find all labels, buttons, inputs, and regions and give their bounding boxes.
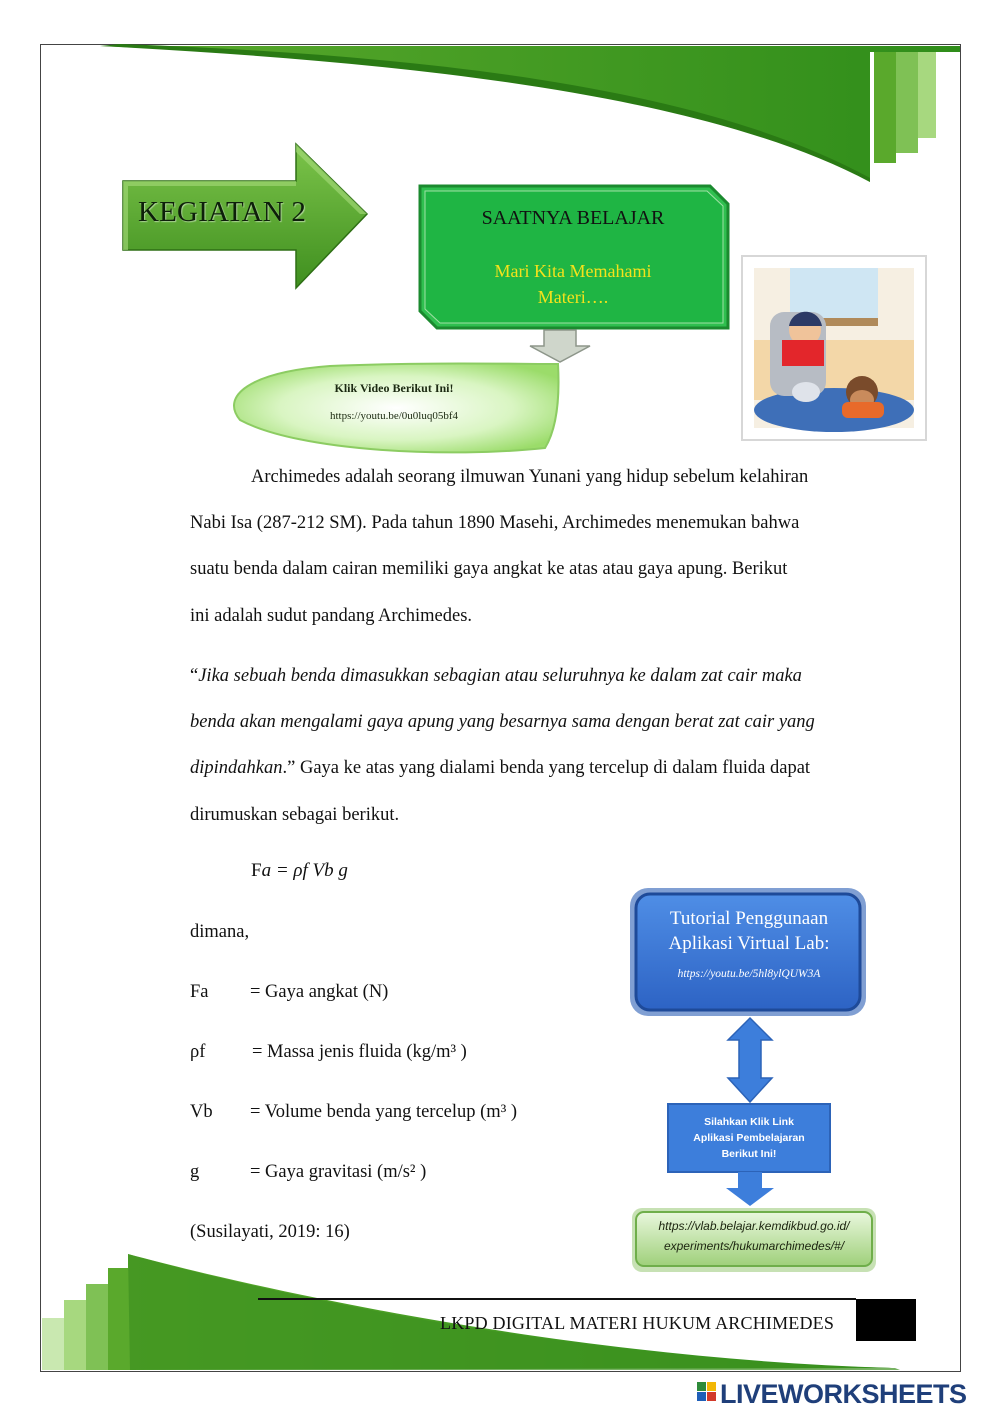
- definition-symbol: Vb: [190, 1102, 213, 1122]
- quote-paragraph: [190, 653, 856, 838]
- intro-line-3: suatu benda dalam cairan memiliki gaya angkat ke atas atau gaya apung. Berikut: [190, 559, 788, 580]
- intro-paragraph: [190, 454, 856, 639]
- tutorial-link[interactable]: https://youtu.be/5hl8ylQUW3A: [677, 968, 821, 980]
- top-wave-decoration: [100, 44, 960, 182]
- learn-box-title: SAATNYA BELAJAR: [481, 207, 665, 229]
- intro-line-4: ini adalah sudut pandang Archimedes.: [190, 605, 473, 626]
- definition-desc: = Gaya angkat (N): [250, 982, 389, 1002]
- intro-line-1: Archimedes adalah seorang ilmuwan Yunani yang hidup sebelum kelahiran: [251, 467, 809, 487]
- video-bubble: [234, 364, 558, 453]
- definition-desc: = Volume benda yang tercelup (m³ ): [250, 1102, 518, 1122]
- double-arrow-decoration: [728, 1018, 772, 1102]
- formula-rhs: = ρf Vb g: [275, 860, 348, 881]
- video-link[interactable]: https://youtu.be/0u0luq05bf4: [329, 410, 459, 422]
- definition-symbol: ρf: [190, 1042, 206, 1062]
- formula-a: a: [261, 860, 272, 881]
- vlab-link[interactable]: [636, 1216, 872, 1256]
- footer-title: LKPD DIGITAL MATERI HUKUM ARCHIMEDES: [440, 1313, 835, 1333]
- formula-F: F: [251, 860, 262, 881]
- quote-italic-2: benda akan mengalami gaya apung yang besarnya sama dengan berat zat cair yang: [190, 712, 815, 733]
- quote-italic-1: Jika sebuah benda dimasukkan sebagian atau seluruhnya ke dalam zat cair maka: [198, 666, 802, 686]
- instruction-text: [668, 1114, 830, 1162]
- vlab-link-line2[interactable]: experiments/hukumarchimedes/#/: [663, 1239, 845, 1253]
- vlab-link-line1[interactable]: https://vlab.belajar.kemdikbud.go.id/: [658, 1219, 850, 1233]
- brand-logo-icon: [697, 1382, 716, 1401]
- reading-illustration: [742, 256, 926, 440]
- quote-line-3: [190, 745, 856, 791]
- quote-line-1: [190, 653, 856, 699]
- quote-rest-3: .” Gaya ke atas yang dialami benda yang tercelup di dalam fluida dapat: [282, 758, 811, 779]
- intro-line-2: Nabi Isa (287-212 SM). Pada tahun 1890 Masehi, Archimedes menemukan bahwa: [190, 513, 800, 534]
- citation: (Susilayati, 2019: 16): [190, 1222, 350, 1242]
- instruction-line3: Berikut Ini!: [721, 1148, 777, 1160]
- definition-desc: = Massa jenis fluida (kg/m³ ): [252, 1042, 467, 1062]
- quote-line-2: [190, 699, 856, 745]
- formula: [251, 860, 348, 882]
- brand-name: LIVEWORKSHEETS: [720, 1379, 967, 1409]
- footer-page-box: [856, 1299, 916, 1341]
- down-arrow-blue-decoration: [726, 1172, 774, 1206]
- definition-desc: = Gaya gravitasi (m/s² ): [250, 1162, 427, 1182]
- definition-symbol: Fa: [190, 982, 209, 1002]
- definitions-intro: dimana,: [190, 922, 250, 942]
- instruction-line2: Aplikasi Pembelajaran: [693, 1132, 805, 1144]
- down-arrow-decoration: [530, 330, 590, 362]
- video-title: Klik Video Berikut Ini!: [334, 381, 454, 395]
- instruction-line1: Silahkan Klik Link: [704, 1116, 794, 1128]
- tutorial-title-line2: Aplikasi Virtual Lab:: [668, 933, 830, 954]
- definition-symbol: g: [190, 1162, 200, 1182]
- learn-box-subtitle-line2: Materi….: [537, 287, 609, 307]
- activity-label: KEGIATAN 2: [138, 196, 307, 228]
- learn-box-subtitle: [455, 258, 691, 310]
- tutorial-title: [638, 906, 860, 956]
- quote-line-4: dirumuskan sebagai berikut.: [190, 804, 400, 825]
- quote-italic-3: dipindahkan: [190, 758, 283, 779]
- learn-box-subtitle-line1: Mari Kita Memahami: [494, 261, 652, 281]
- quote-open-mark: “: [190, 666, 199, 686]
- tutorial-title-line1: Tutorial Penggunaan: [669, 908, 829, 929]
